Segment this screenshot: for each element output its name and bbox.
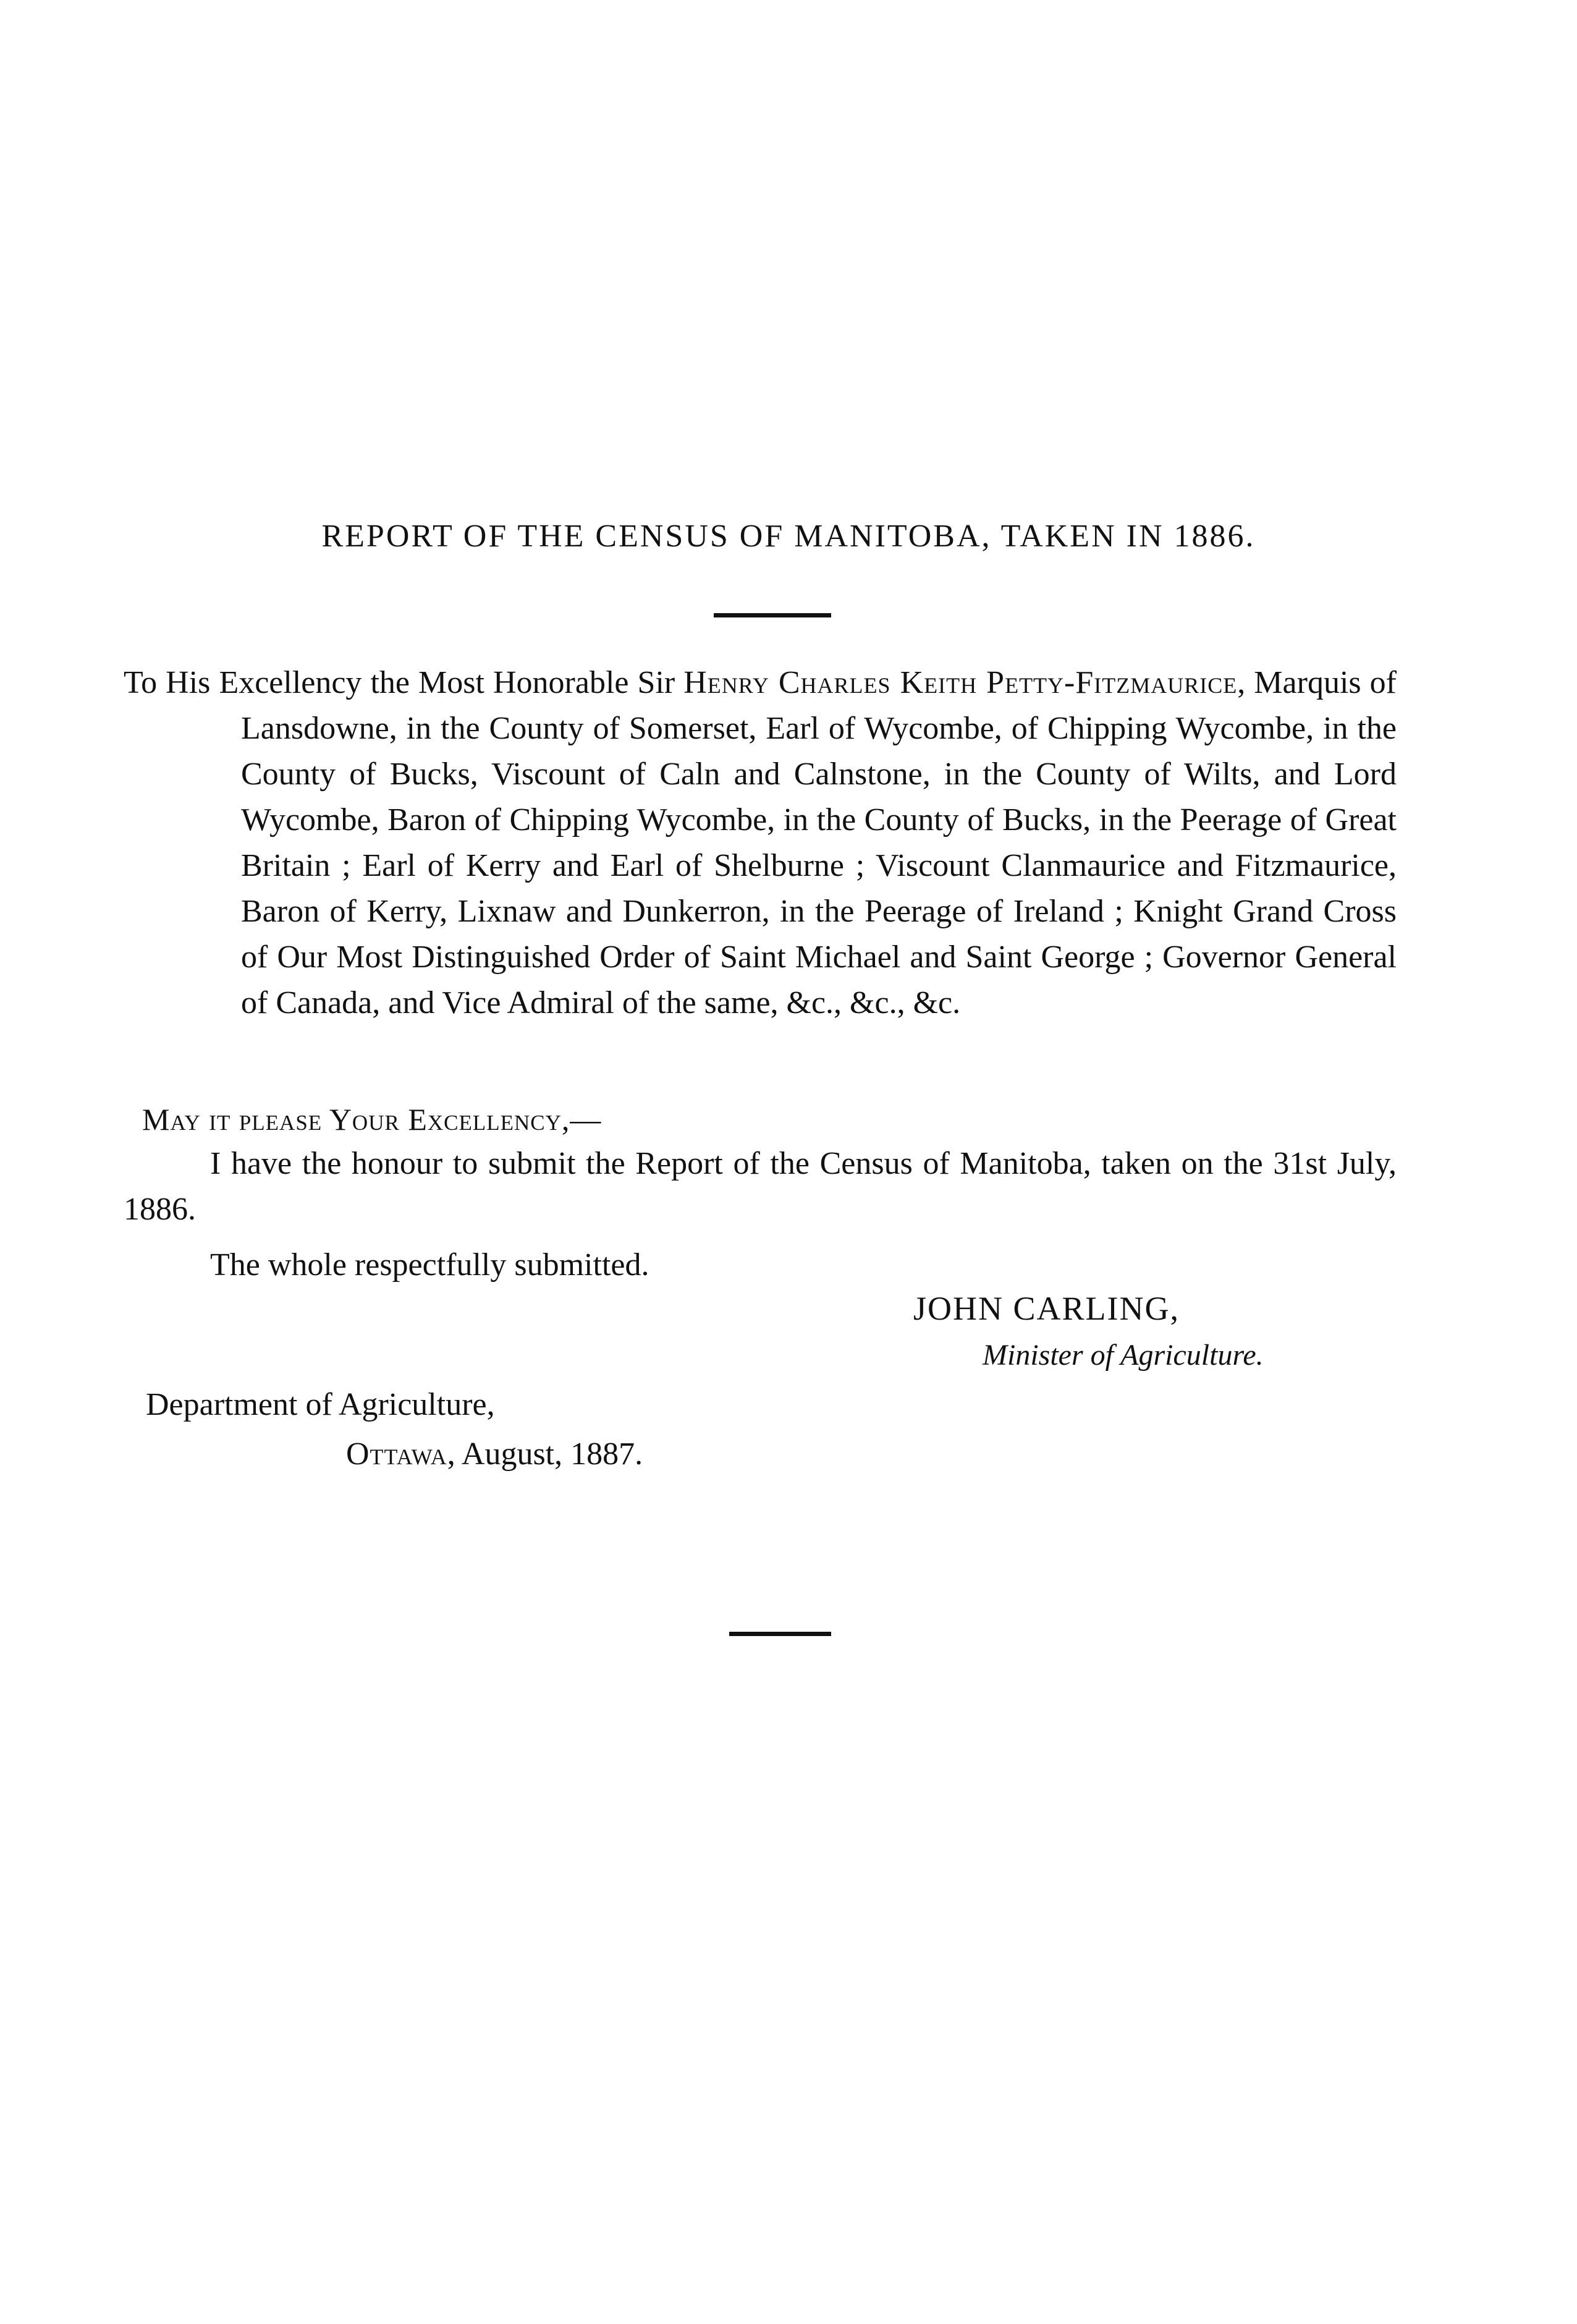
end-divider <box>729 1632 831 1636</box>
dateline-place: Ottawa <box>346 1436 447 1472</box>
addressee-prefix: To His Excellency the Most Honorable Sir <box>124 665 684 700</box>
report-body: I have the honour to submit the Report of the Census of Manitoba, taken on the 31st July, 1886. <box>124 1146 1397 1227</box>
addressee-paragraph <box>124 660 1397 1026</box>
dateline-date: , August, 1887. <box>447 1436 643 1472</box>
report-title: REPORT OF THE CENSUS OF MANITOBA, TAKEN IN 1886. <box>321 519 1256 554</box>
title-divider <box>714 613 831 617</box>
addressee-name: Henry Charles Keith Petty-Fitzmaurice <box>683 665 1238 700</box>
signature-title: Minister of Agriculture. <box>983 1339 1264 1372</box>
closing-line: The whole respectfully submitted. <box>210 1247 649 1283</box>
dateline <box>346 1431 643 1477</box>
salutation: May it please Your Excellency,— <box>142 1102 602 1137</box>
department-name: Department of Agriculture, <box>146 1387 495 1422</box>
addressee-titles: , Marquis of Lansdowne, in the County of Somerset, Earl of Wycombe, of Chipping Wycombe, in the County of Bucks, Viscount of Caln and Calnstone, in the County of Wilts, and Lord Wycombe, Baron of Chipping Wycombe, in the County of Bucks, in the Peerage of Great Britain ; Earl of Kerry and Earl of Shelburne ; Viscount Clanmaurice and Fitzmaurice, Baron of Kerry, Lixnaw and Dunkerron, in the Peerage of Ireland ; Knight Grand Cross of Our Most Distinguished Order of Saint Michael and Saint George ; Governor General of Canada, and Vice Admiral of the same, &c., &c., &c. <box>241 665 1397 1020</box>
signature-name: JOHN CARLING, <box>913 1290 1180 1327</box>
